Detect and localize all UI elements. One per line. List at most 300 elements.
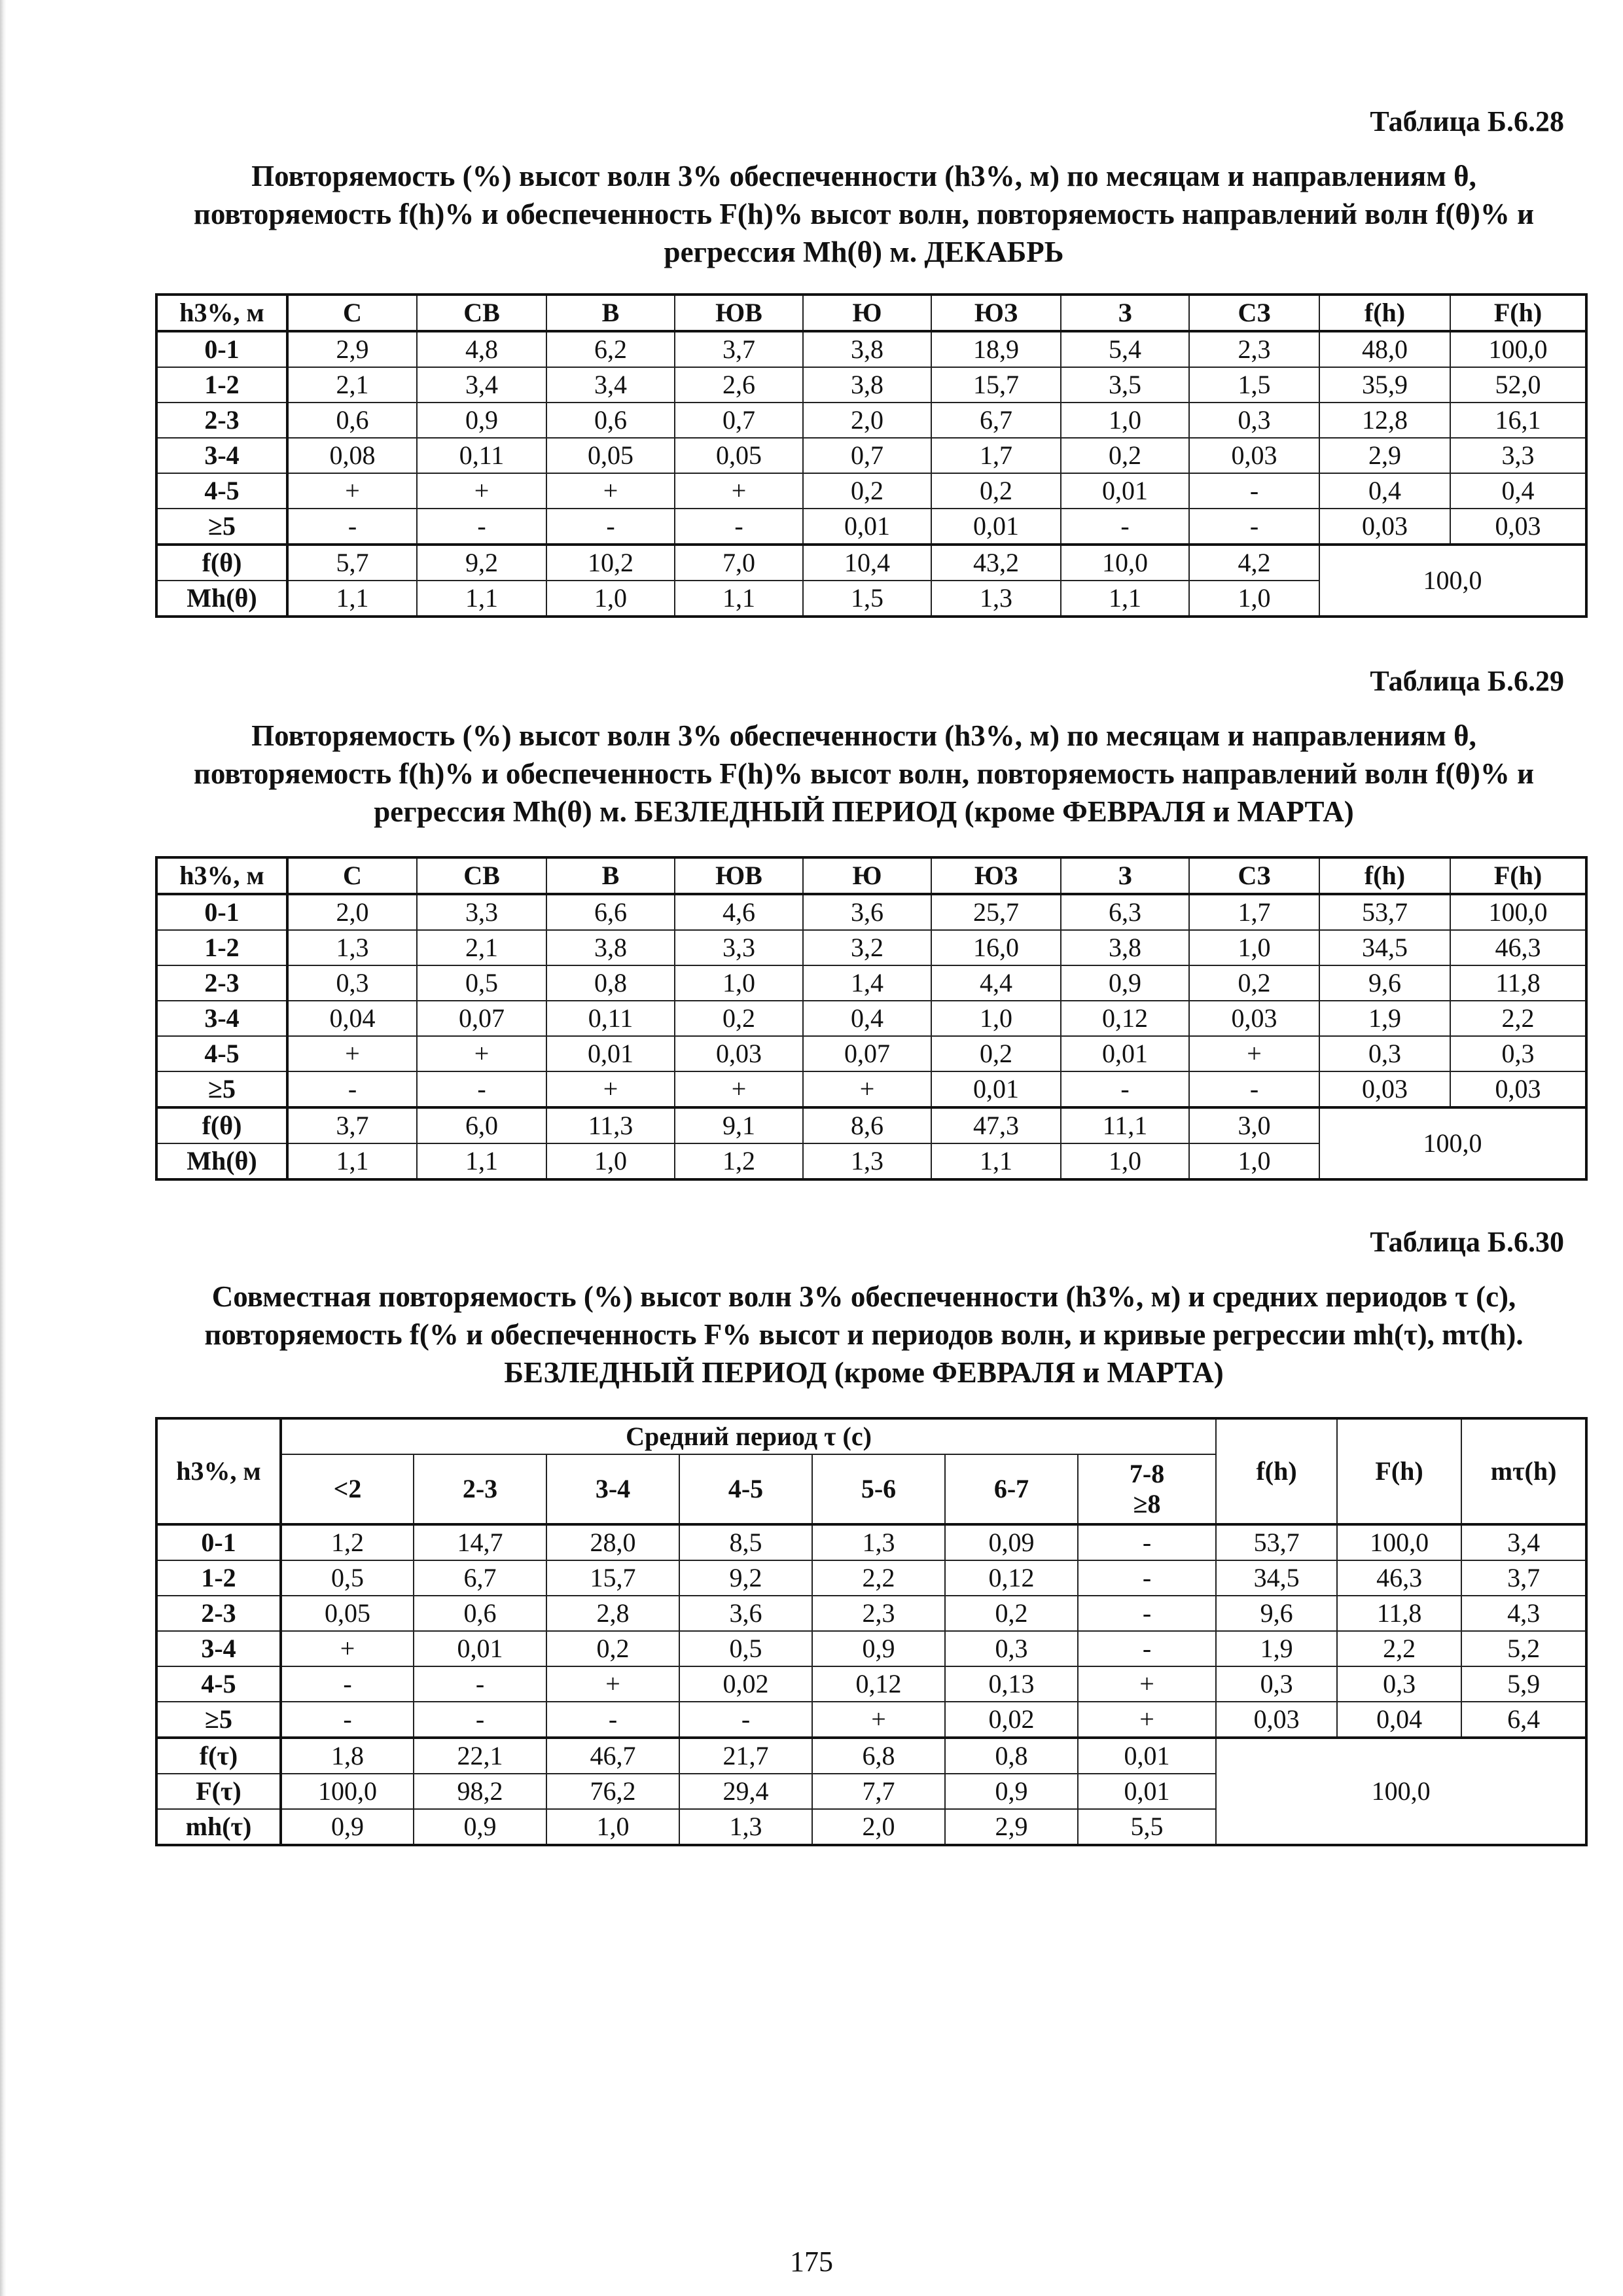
table-row [156,438,1586,473]
row-label: 4-5 [156,473,287,509]
col-header: f(h) [1319,295,1450,331]
table-cell: 0,8 [945,1738,1078,1774]
table-cell: + [1078,1702,1216,1738]
row-label: 4-5 [156,1666,281,1702]
table-cell: 1,0 [1061,1143,1189,1179]
row-label: 0-1 [156,1524,281,1560]
table-cell: 0,05 [546,438,675,473]
table-cell: + [281,1631,414,1666]
table-cell: 9,1 [675,1107,803,1143]
table-cell: 53,7 [1319,894,1450,930]
table-cell: 0,9 [414,1809,546,1845]
col-header: ЮЗ [931,295,1061,331]
col-header: С [287,857,417,894]
table-cell: 0,01 [414,1631,546,1666]
table-cell: 47,3 [931,1107,1061,1143]
table-cell: 1,3 [679,1809,812,1845]
table-cell: - [1078,1560,1216,1596]
table-cell: 6,3 [1061,894,1189,930]
table-cell: 1,0 [546,1143,675,1179]
table-cell: 1,3 [287,930,417,965]
row-label: ≥5 [156,1702,281,1738]
table-cell: 46,3 [1337,1560,1461,1596]
row-label: 2-3 [156,403,287,438]
table-cell: 0,03 [1189,438,1319,473]
group-header: Средний период τ (с) [281,1418,1216,1454]
table-cell: - [414,1702,546,1738]
table-cell: 0,12 [1061,1001,1189,1036]
table-cell: 4,3 [1461,1596,1586,1631]
table-row [156,403,1586,438]
col-header: З [1061,857,1189,894]
table-cell: 3,5 [1061,367,1189,403]
table-row [156,367,1586,403]
table-cell: + [812,1702,945,1738]
table-cell: 22,1 [414,1738,546,1774]
table-cell: - [546,509,675,545]
table-cell: 3,4 [546,367,675,403]
table-cell: 5,2 [1461,1631,1586,1666]
table-cell: 0,01 [931,1071,1061,1107]
table-cell: + [546,1071,675,1107]
table-row [156,509,1586,545]
table-cell: 0,5 [417,965,546,1001]
row-label: ≥5 [156,1071,287,1107]
table-cell: 6,6 [546,894,675,930]
table-cell: 0,03 [1450,509,1586,545]
table-cell: 4,4 [931,965,1061,1001]
table-cell: 52,0 [1450,367,1586,403]
table-cell: 2,2 [1450,1001,1586,1036]
table-cell: 0,3 [1189,403,1319,438]
table-cell: 1,1 [931,1143,1061,1179]
table-cell: 29,4 [679,1774,812,1809]
table-cell: + [803,1071,931,1107]
table-cell: 0,3 [945,1631,1078,1666]
table-cell: 0,8 [546,965,675,1001]
table-cell: - [1189,1071,1319,1107]
col-header: F(h) [1450,857,1586,894]
table-cell: 11,1 [1061,1107,1189,1143]
col-header: ЮЗ [931,857,1061,894]
table-row [156,965,1586,1001]
table-cell: 2,3 [812,1596,945,1631]
row-label: f(τ) [156,1738,281,1774]
table-cell: 34,5 [1216,1560,1337,1596]
period-header: 7-8 ≥8 [1078,1454,1216,1524]
row-label: 1-2 [156,367,287,403]
table-cell: 3,7 [287,1107,417,1143]
table-cell: - [1189,509,1319,545]
table-cell: 0,13 [945,1666,1078,1702]
header-row [156,1418,1586,1454]
table-cell: 3,3 [417,894,546,930]
summary-row [156,1107,1586,1143]
table-cell: 0,04 [287,1001,417,1036]
table-cell: 0,11 [417,438,546,473]
table-cell: 100,0 [1450,894,1586,930]
table-row [156,1071,1586,1107]
table-cell: 0,3 [287,965,417,1001]
col-header: СЗ [1189,295,1319,331]
table-cell: 0,2 [675,1001,803,1036]
table-cell: 25,7 [931,894,1061,930]
table-cell: 1,5 [1189,367,1319,403]
table-cell: 0,03 [1216,1702,1337,1738]
table-cell: - [417,1071,546,1107]
col-header: Ю [803,857,931,894]
table-cell: 7,0 [675,545,803,581]
col-header: Ю [803,295,931,331]
table-cell: - [1078,1631,1216,1666]
col-header: F(h) [1337,1418,1461,1524]
table-cell: 6,2 [546,331,675,367]
table-cell: 0,3 [1450,1036,1586,1071]
table-cell: 11,8 [1337,1596,1461,1631]
table-cell: 0,09 [945,1524,1078,1560]
table-cell: 0,9 [417,403,546,438]
table-cell: 6,4 [1461,1702,1586,1738]
wave-table-december [155,293,1588,618]
table-cell: 53,7 [1216,1524,1337,1560]
table-cell: 15,7 [931,367,1061,403]
table-cell: 3,6 [679,1596,812,1631]
col-header: З [1061,295,1189,331]
table-cell: 0,5 [679,1631,812,1666]
table-cell: - [414,1666,546,1702]
table-cell: 0,6 [287,403,417,438]
row-label: 1-2 [156,1560,281,1596]
table-cell: 0,12 [945,1560,1078,1596]
table-cell: 2,0 [803,403,931,438]
period-header: 3-4 [546,1454,679,1524]
table-cell: 100,0 [1450,331,1586,367]
table-cell: 10,2 [546,545,675,581]
table-cell: 1,4 [803,965,931,1001]
table-row [156,930,1586,965]
table-cell: 16,0 [931,930,1061,965]
table-cell: 1,9 [1319,1001,1450,1036]
table-cell: - [281,1666,414,1702]
col-header: ЮВ [675,295,803,331]
table-cell: 3,2 [803,930,931,965]
table-cell: 0,03 [675,1036,803,1071]
col-header: f(h) [1319,857,1450,894]
table-cell: 21,7 [679,1738,812,1774]
table-row [156,331,1586,367]
table-row [156,894,1586,930]
table-cell: 3,8 [1061,930,1189,965]
table-cell: 1,0 [546,1809,679,1845]
table-cell: 3,3 [1450,438,1586,473]
col-header: В [546,857,675,894]
row-label: F(τ) [156,1774,281,1809]
table-cell: 4,8 [417,331,546,367]
row-label: f(θ) [156,545,287,581]
table-cell: 2,9 [1319,438,1450,473]
table-cell: 1,0 [931,1001,1061,1036]
table-cell: + [1189,1036,1319,1071]
table-cell: - [281,1702,414,1738]
table-cell: 9,6 [1319,965,1450,1001]
table-cell: 0,7 [675,403,803,438]
row-label: ≥5 [156,509,287,545]
table-cell: 5,5 [1078,1809,1216,1845]
table-cell: 8,5 [679,1524,812,1560]
table-cell: - [546,1702,679,1738]
table-cell: 3,3 [675,930,803,965]
table-cell: 0,07 [417,1001,546,1036]
table-caption: Повторяемость (%) высот волн 3% обеспеченности (h3%, м) по месяцам и направлениям θ, повторяемость f(h)% и обеспеченность F(h)% высот волн, повторяемость направлений волн f(θ)% и регрессия Mh(θ) м. ДЕКАБРЬ [193,160,1535,268]
col-header: f(h) [1216,1418,1337,1524]
table-cell: 2,2 [812,1560,945,1596]
table-cell: 2,0 [287,894,417,930]
table-cell: - [287,1071,417,1107]
col-header: С [287,295,417,331]
table-cell: 11,3 [546,1107,675,1143]
table-cell: 0,6 [414,1596,546,1631]
row-label: 0-1 [156,894,287,930]
table-cell: - [1061,509,1189,545]
table-row [156,1596,1586,1631]
table-cell: 2,3 [1189,331,1319,367]
table-cell: 1,1 [1061,581,1189,617]
table-cell: 3,6 [803,894,931,930]
table-cell: 0,01 [931,509,1061,545]
table-row [156,1524,1586,1560]
table-cell: + [1078,1666,1216,1702]
table-cell: 0,2 [945,1596,1078,1631]
table-row [156,1702,1586,1738]
table-cell: - [417,509,546,545]
table-cell: 1,2 [281,1524,414,1560]
table-cell: 0,2 [931,473,1061,509]
table-cell: 0,02 [679,1666,812,1702]
table-cell: 3,7 [675,331,803,367]
table-cell: 14,7 [414,1524,546,1560]
table-cell: 9,2 [679,1560,812,1596]
total-cell: 100,0 [1319,1107,1586,1179]
table-row [156,1631,1586,1666]
table-cell: 98,2 [414,1774,546,1809]
table-cell: 10,0 [1061,545,1189,581]
table-cell: 46,7 [546,1738,679,1774]
table-cell: 4,2 [1189,545,1319,581]
col-header: СВ [417,295,546,331]
table-cell: 6,8 [812,1738,945,1774]
period-header: 5-6 [812,1454,945,1524]
table-cell: 0,4 [1450,473,1586,509]
table-cell: 0,6 [546,403,675,438]
table-cell: 1,7 [1189,894,1319,930]
table-cell: 0,05 [675,438,803,473]
table-cell: 3,8 [803,367,931,403]
table-number: Таблица Б.6.30 [1370,1226,1564,1258]
row-label: f(θ) [156,1107,287,1143]
table-cell: 34,5 [1319,930,1450,965]
table-cell: 15,7 [546,1560,679,1596]
table-cell: 0,01 [1061,473,1189,509]
period-header: 6-7 [945,1454,1078,1524]
table-cell: 1,3 [803,1143,931,1179]
row-label: 2-3 [156,1596,281,1631]
table-row [156,1666,1586,1702]
table-cell: 2,0 [812,1809,945,1845]
wave-table-ice-free [155,856,1588,1181]
row-label: 3-4 [156,438,287,473]
table-cell: 0,03 [1189,1001,1319,1036]
table-cell: 16,1 [1450,403,1586,438]
table-cell: 0,08 [287,438,417,473]
table-cell: + [675,473,803,509]
joint-wave-period-table [155,1417,1588,1846]
table-cell: 18,9 [931,331,1061,367]
table-cell: 2,2 [1337,1631,1461,1666]
table-cell: 0,9 [1061,965,1189,1001]
table-cell: 0,3 [1337,1666,1461,1702]
table-cell: 5,9 [1461,1666,1586,1702]
table-cell: 0,2 [803,473,931,509]
table-cell: 1,1 [417,581,546,617]
table-cell: 43,2 [931,545,1061,581]
col-header: СЗ [1189,857,1319,894]
table-cell: 1,3 [931,581,1061,617]
table-cell: 0,7 [803,438,931,473]
table-cell: 0,03 [1450,1071,1586,1107]
summary-row [156,545,1586,581]
table-cell: 1,0 [546,581,675,617]
table-cell: 1,1 [675,581,803,617]
table-cell: 12,8 [1319,403,1450,438]
table-row [156,1001,1586,1036]
table-cell: - [1189,473,1319,509]
table-cell: 0,5 [281,1560,414,1596]
table-cell: 100,0 [1337,1524,1461,1560]
table-cell: 6,7 [414,1560,546,1596]
row-label: Mh(θ) [156,1143,287,1179]
table-cell: 6,0 [417,1107,546,1143]
table-cell: 0,2 [1189,965,1319,1001]
col-header: h3%, м [156,857,287,894]
table-number: Таблица Б.6.29 [1370,665,1564,697]
table-cell: 1,0 [675,965,803,1001]
table-cell: 100,0 [281,1774,414,1809]
row-label: 4-5 [156,1036,287,1071]
table-cell: + [546,473,675,509]
table-cell: - [679,1702,812,1738]
table-cell: 28,0 [546,1524,679,1560]
table-row [156,1036,1586,1071]
table-cell: 0,01 [1078,1738,1216,1774]
table-cell: 3,8 [803,331,931,367]
table-cell: 3,7 [1461,1560,1586,1596]
col-header: СВ [417,857,546,894]
header-row [156,857,1586,894]
total-cell: 100,0 [1319,545,1586,617]
table-cell: + [417,473,546,509]
table-cell: 3,8 [546,930,675,965]
table-cell: 2,1 [287,367,417,403]
table-cell: 9,6 [1216,1596,1337,1631]
page-number: 175 [790,2246,833,2278]
col-header: В [546,295,675,331]
row-label: mh(τ) [156,1809,281,1845]
table-cell: 0,2 [1061,438,1189,473]
table-cell: 3,4 [417,367,546,403]
table-cell: 1,8 [281,1738,414,1774]
table-cell: 0,04 [1337,1702,1461,1738]
period-header: 2-3 [414,1454,546,1524]
table-cell: 0,2 [931,1036,1061,1071]
table-cell: 1,1 [287,1143,417,1179]
table-cell: 0,01 [1078,1774,1216,1809]
table-cell: 35,9 [1319,367,1450,403]
col-header: ЮВ [675,857,803,894]
table-caption: Повторяемость (%) высот волн 3% обеспеченности (h3%, м) по месяцам и направлениям θ, повторяемость f(h)% и обеспеченность F(h)% высот волн, повторяемость направлений волн f(θ)% и регрессия Mh(θ) м. БЕЗЛЕДНЫЙ ПЕРИОД (кроме ФЕВРАЛЯ и МАРТА) [193,719,1535,828]
table-cell: 0,3 [1216,1666,1337,1702]
table-cell: 3,0 [1189,1107,1319,1143]
table-cell: - [1078,1596,1216,1631]
table-cell: 0,12 [812,1666,945,1702]
period-header: 4-5 [679,1454,812,1524]
row-label: 2-3 [156,965,287,1001]
col-header: h3%, м [156,295,287,331]
table-cell: 2,1 [417,930,546,965]
table-cell: 11,8 [1450,965,1586,1001]
header-row [156,295,1586,331]
summary-row [156,1738,1586,1774]
row-label: Mh(θ) [156,581,287,617]
row-label: 0-1 [156,331,287,367]
table-row [156,1560,1586,1596]
row-label: 3-4 [156,1001,287,1036]
table-cell: 2,9 [287,331,417,367]
table-cell: 7,7 [812,1774,945,1809]
table-cell: 0,2 [546,1631,679,1666]
table-cell: - [287,509,417,545]
period-header: <2 [281,1454,414,1524]
table-cell: 1,2 [675,1143,803,1179]
table-cell: - [1061,1071,1189,1107]
total-cell: 100,0 [1216,1738,1586,1845]
table-cell: 4,6 [675,894,803,930]
table-cell: + [287,1036,417,1071]
table-cell: 1,0 [1189,1143,1319,1179]
table-cell: 1,1 [287,581,417,617]
table-cell: 0,9 [812,1631,945,1666]
table-cell: 0,3 [1319,1036,1450,1071]
table-cell: 76,2 [546,1774,679,1809]
table-row [156,473,1586,509]
table-cell: 2,6 [675,367,803,403]
table-cell: 0,03 [1319,509,1450,545]
table-cell: 0,4 [1319,473,1450,509]
row-header: h3%, м [156,1418,281,1524]
table-cell: 6,7 [931,403,1061,438]
table-cell: + [287,473,417,509]
row-label: 1-2 [156,930,287,965]
table-cell: 0,01 [803,509,931,545]
table-cell: 2,8 [546,1596,679,1631]
table-cell: 1,3 [812,1524,945,1560]
table-cell: 46,3 [1450,930,1586,965]
table-cell: 1,1 [417,1143,546,1179]
table-cell: 1,0 [1189,581,1319,617]
table-cell: 0,03 [1319,1071,1450,1107]
row-label: 3-4 [156,1631,281,1666]
table-cell: 3,4 [1461,1524,1586,1560]
table-number: Таблица Б.6.28 [1370,105,1564,137]
